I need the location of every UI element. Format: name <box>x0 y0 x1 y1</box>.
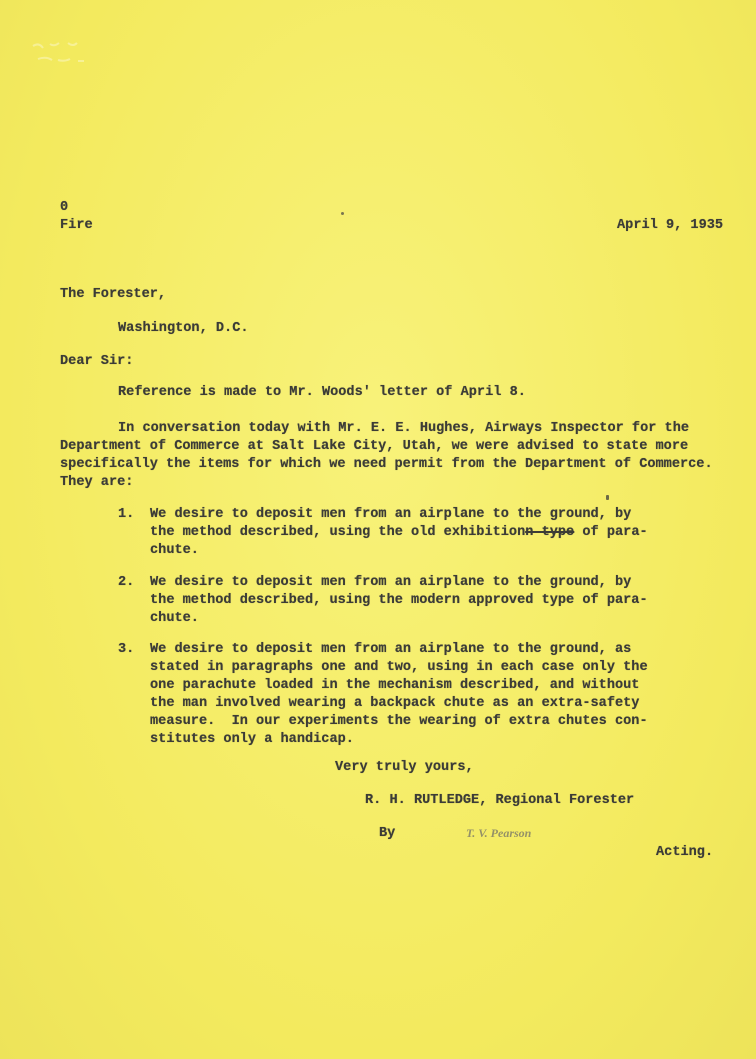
paragraph-2-line-4: They are: <box>60 475 134 490</box>
addressee-line-2: Washington, D.C. <box>118 321 249 336</box>
item-3-line-1: We desire to deposit men from an airplane to the ground, as <box>150 642 632 657</box>
by-label: By <box>379 826 396 841</box>
item-3-line-3: one parachute loaded in the mechanism described, and without <box>150 678 640 693</box>
stray-mark <box>341 212 344 215</box>
item-2-line-1: We desire to deposit men from an airplane to the ground, by <box>150 575 632 590</box>
signature: T. V. Pearson <box>466 826 532 840</box>
paragraph-2-line-1: In conversation today with Mr. E. E. Hughes, Airways Inspector for the <box>118 421 690 436</box>
file-code-number: 0 <box>60 200 69 215</box>
item-1-line-2-text: the method described, using the old exhibition <box>150 525 526 540</box>
item-3-line-5: measure. In our experiments the wearing of extra chutes con- <box>150 714 648 729</box>
item-2-number: 2. <box>118 575 135 590</box>
addressee-line-1: The Forester, <box>60 287 167 302</box>
item-1-line-2 <box>150 523 648 542</box>
item-1-line-1: We desire to deposit men from an airplane to the ground, by <box>150 507 632 522</box>
faded-stamp-mark <box>28 34 118 84</box>
paragraph-2-line-3: specifically the items for which we need permit from the Department of Commerce. <box>60 457 713 472</box>
item-2-line-2: the method described, using the modern approved type of para- <box>150 593 648 608</box>
item-2-line-3: chute. <box>150 611 199 626</box>
file-code-subject: Fire <box>60 218 93 233</box>
paragraph-2-line-2: Department of Commerce at Salt Lake City, Utah, we were advised to state more <box>60 439 689 454</box>
item-1-line-3: chute. <box>150 543 199 558</box>
salutation: Dear Sir: <box>60 354 134 369</box>
item-3-line-6: stitutes only a handicap. <box>150 732 354 747</box>
item-1-struck-prefix: n <box>525 525 542 540</box>
letter-date: April 9, 1935 <box>617 218 724 233</box>
item-1-line-2-suffix: of para- <box>574 525 648 540</box>
valediction: Very truly yours, <box>335 760 474 775</box>
item-3-line-2: stated in paragraphs one and two, using in each case only the <box>150 660 648 675</box>
item-3-number: 3. <box>118 642 135 657</box>
item-3-line-4: the man involved wearing a backpack chute as an extra-safety <box>150 696 640 711</box>
pencil-tick-mark <box>606 495 609 500</box>
signer-name: R. H. RUTLEDGE, Regional Forester <box>365 793 635 808</box>
item-1-number: 1. <box>118 507 135 522</box>
acting-label: Acting. <box>656 845 714 860</box>
item-1-struck-word: type <box>541 525 575 540</box>
paragraph-1: Reference is made to Mr. Woods' letter of April 8. <box>118 385 526 400</box>
